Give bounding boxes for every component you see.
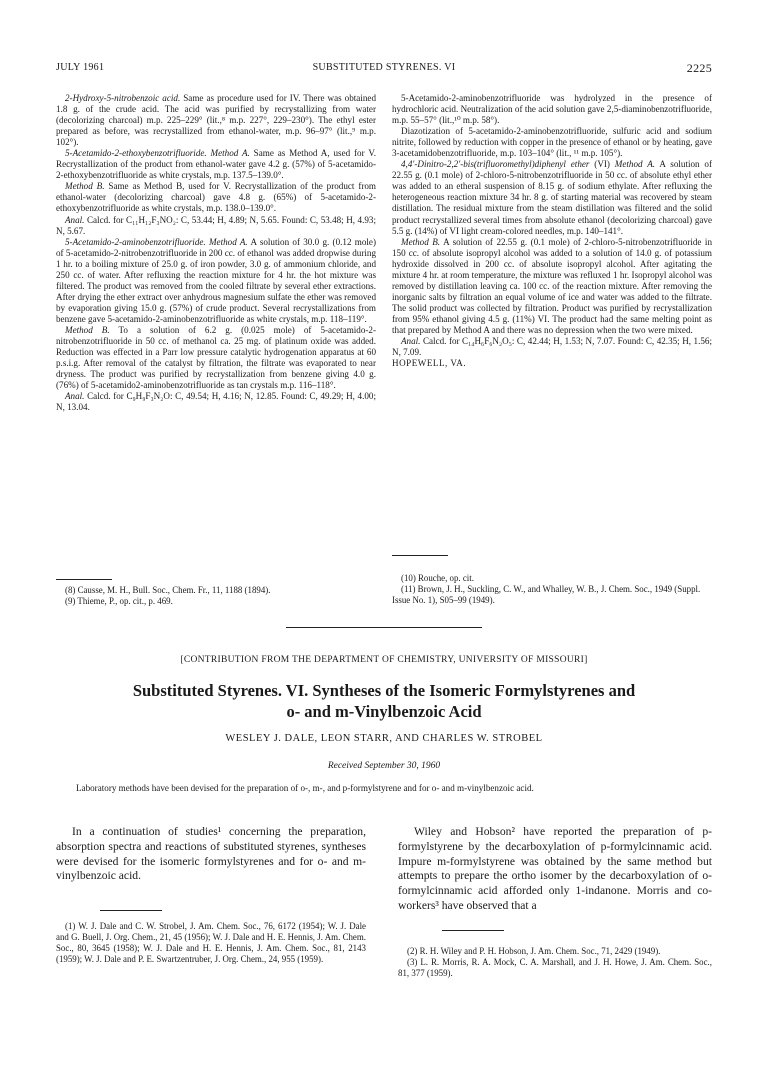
- body-left-column: [56, 825, 366, 884]
- footnote-1: (1) W. J. Dale and C. W. Strobel, J. Am. Chem. Soc., 76, 6172 (1954); W. J. Dale and G. Buell, J. Org. Chem., 21, 45 (1956); W. J. Dale and H. E. Hennis, J. Am. Chem. Soc., 80, 3645 (1958); W. J. Dale and H. E. Hennis, J. Am. Chem. Soc., 81, 2143 (1959); W. J. Dale and P. E. Swartzentruber, J. Org. Chem., 24, 955 (1959).: [56, 921, 366, 964]
- intro-paragraph: In a continuation of studies¹ concerning the preparation, absorption spectra and reactions of substituted styrenes, syntheses were devised for the isomeric formylstyrenes and for o- and m-vinylbenzoic acid.: [56, 825, 366, 883]
- paragraph-text: A solution of 22.55 g. (0.1 mole) of 2-chloro-5-nitrobenzotrifluoride in 150 cc. of absolute isopropyl alcohol was added to a solution of 14.0 g. of potassium hydroxide dissolved in 200 cc. of absolute isopropyl alcohol. After agitating the mixture 4 hr. at room temperature, the mixture was refluxed 1 hr. Isopropyl alcohol was removed by distillation leaving ca. 100 cc. of the reaction mixture. After removing the inorganic salts by filtration an equal volume of ice and water was added to the filtrate. The solid product was collected by filtration. Product was purified by recrystallization from 95% ethanol giving 4.5 g. (11%) VI. The product had the same melting point as that prepared by Method A and there was no depression when the two were mixed.: [392, 236, 712, 335]
- method-label: Method B.: [401, 236, 441, 247]
- paragraph-text: Same as Method B, used for V. Recrystallization of the product from ethanol-water (decolorizing charcoal) gave 4.8 g. (65%) of 5-acetamido-2-ethoxybenzotrifluoride as white crystals, m.p. 138.0–139.0°.: [56, 181, 377, 214]
- reference-9: (9) Thieme, P., op. cit., p. 469.: [65, 596, 173, 606]
- method-label: Method B.: [65, 181, 105, 192]
- compound-label: 4,4′-Dinitro-2,2′-bis(trifluoromethyl)diphenyl ether: [401, 159, 590, 170]
- body-right-column: [398, 825, 712, 914]
- left-references: [56, 585, 376, 607]
- page-number: 2225: [686, 61, 712, 75]
- footnote-2: (2) R. H. Wiley and P. H. Hobson, J. Am. Chem. Soc., 71, 2429 (1949).: [407, 946, 661, 956]
- title-line-2: o- and m-Vinylbenzoic Acid: [286, 702, 482, 721]
- experimental-right-column: [392, 93, 712, 369]
- paragraph: [56, 181, 376, 214]
- paragraph: 5-Acetamido-2-aminobenzotrifluoride was hydrolyzed in the presence of hydrochloric acid. Neutralization of the acid solution gave 2,5-diaminobenzotrifluoride, m.p. 55–57° (lit.,¹⁰ m.p. 58°).: [392, 93, 712, 126]
- paragraph-text: Calcd. for C₉H₉F₃N₂O: C, 49.54; H, 4.16; N, 12.85. Found: C, 49.29; H, 4.00; N, 13.04.: [56, 391, 376, 413]
- reference-11: (11) Brown, J. H., Suckling, C. W., and Whalley, W. B., J. Chem. Soc., 1949 (Suppl. Issue No. 1), S05–99 (1949).: [392, 584, 701, 605]
- authors: WESLEY J. DALE, LEON STARR, AND CHARLES W. STROBEL: [225, 733, 543, 744]
- paragraph: [56, 93, 376, 148]
- paragraph: [392, 237, 712, 336]
- contribution-line: [CONTRIBUTION FROM THE DEPARTMENT OF CHEMISTRY, UNIVERSITY OF MISSOURI]: [180, 655, 588, 665]
- article-title: [56, 680, 712, 722]
- paragraph-text: Same as procedure used for IV. There was obtained 1.8 g. of the crude acid. The acid was purified by recrystallizing from water (decolorizing charcoal) m.p. 225–229° (lit.,⁸ m.p. 227°, 229–230°). The ethyl ester prepared as before, was recrystallized from ethanol-water, m.p. 96–97° (lit.,⁹ m.p. 102°).: [56, 93, 376, 148]
- paragraph-text: To a solution of 6.2 g. (0.025 mole) of 5-acetamido-2-nitrobenzotrifluoride in 50 cc. of methanol ca. 25 mg. of platinum oxide was added. Reduction was effected in a Parr low pressure catalytic hydrogenation apparatus at 60 p.s.i.g. After removal of the catalyst by filtration, the filtrate was evaporated to near dryness. The product was purified by recrystallization from benzene giving 4.0 g. (76%) of 5-acetamido2-aminobenzotrifluoride as tan crystals m.p. 116–118°.: [56, 324, 376, 391]
- left-footnotes: [56, 921, 366, 965]
- footnote-divider: [100, 910, 162, 911]
- reference-divider: [56, 579, 112, 580]
- paragraph-text: Same as Method A, used for V. Recrystallization of the product from ethanol-water gave 4.2 g. (57%) of 5-acetamido-2-ethoxybenzotrifluoride as white crystals, m.p. 137.5–139.0°.: [56, 148, 376, 181]
- paragraph: [392, 336, 712, 358]
- footnote-3: (3) L. R. Morris, R. A. Mock, C. A. Marshall, and J. H. Howe, J. Am. Chem. Soc., 81, 377 (1959).: [398, 957, 712, 978]
- reference-8: (8) Causse, M. H., Bull. Soc., Chem. Fr., 11, 1188 (1894).: [65, 585, 271, 595]
- location-line: HOPEWELL, VA.: [392, 358, 467, 369]
- paragraph: [56, 215, 376, 237]
- header-title: SUBSTITUTED STYRENES. VI: [312, 62, 456, 73]
- experimental-left-column: [56, 93, 376, 413]
- paragraph: [56, 391, 376, 413]
- analysis-label: Anal.: [401, 336, 421, 347]
- footnote-divider: [442, 930, 504, 931]
- paragraph-text: Calcd. for C₁₄H₆F₆N₂O₅: C, 42.44; H, 1.53; N, 7.07. Found: C, 42.35; H, 1.56; N, 7.09.: [392, 336, 712, 358]
- paragraph-text: Calcd. for C₁₁H₁₂F₃NO₂: C, 53.44; H, 4.89; N, 5.65. Found: C, 53.48; H, 4.93; N, 5.67.: [56, 214, 376, 236]
- abstract: Laboratory methods have been devised for the preparation of o-, m-, and p-formylstyrene and for o- and m-vinylbenzoic acid.: [76, 783, 534, 793]
- right-footnotes: [398, 946, 712, 979]
- method-label: Method B.: [65, 324, 110, 335]
- paragraph: [56, 148, 376, 181]
- paragraph: [56, 237, 376, 325]
- paragraph-text: A solution of 30.0 g. (0.12 mole) of 5-acetamido-2-nitrobenzotrifluoride in 200 cc. of ethanol was added dropwise during 1 hr. to a boiling mixture of 25.0 g. of iron powder, 3.0 g. of ammonium chloride, and 250 cc. of water. After refluxing the reaction mixture for 4 hr. the hot mixture was filtered. The product was removed from the cooled filtrate by several ether extractions. After drying the ether extract over anhydrous magnesium sulfate the ether was removed by evaporation giving 15.0 g. (57%) of crude product. Several recrystallizations from benzene gave 5-acetamido-2-aminobenzotrifluoride as white crystals, m.p. 118–119°.: [56, 236, 376, 324]
- method-label: Method A.: [614, 159, 656, 170]
- compound-number: (VI): [589, 159, 610, 170]
- running-header: [56, 62, 712, 76]
- compound-label: 5-Acetamido-2-aminobenzotrifluoride. Method A.: [65, 236, 248, 247]
- section-divider: [286, 627, 482, 628]
- paragraph: Diazotization of 5-acetamido-2-aminobenzotrifluoride, sulfuric acid and sodium nitrite, followed by reduction with copper in the presence of ethanol or by heating, gave 3-acetamidobenzotrifluoride, m.p. 103–104° (lit., ¹¹ m.p. 105°).: [392, 126, 712, 159]
- analysis-label: Anal.: [65, 214, 85, 225]
- paragraph-text: A solution of 22.55 g. (0.1 mole) of 2-chloro-5-nitrobenzotrifluoride in 50 cc. of absolute ethyl ether was added to an etheral suspension of 8.15 g. of sodium ethylate. After refluxing the heterogeneous reaction mixture 34 hr. 8 g. of starting material was recovered by steam distillation. The residual mixture from the steam distillation was filtered and the solid product recrystallized several times from absolute ethanol (decolorizing charcoal) gave 5.5 g. (14%) of VI light cream-colored needles, m.p. 140–141°.: [392, 159, 712, 236]
- paragraph: [56, 325, 376, 391]
- compound-label: 5-Acetamido-2-ethoxybenzotrifluoride. Method A.: [65, 148, 250, 159]
- title-line-1: Substituted Styrenes. VI. Syntheses of the Isomeric Formylstyrenes and: [132, 681, 636, 700]
- intro-paragraph: Wiley and Hobson² have reported the preparation of p-formylstyrene by the decarboxylation of p-formylcinnamic acid. Impure m-formylstyrene was obtained by the same method but attempts to prepare the ortho isomer by the decarboxylation of o-formylcinnamic acid afforded only 1-indanone. Morris and co-workers³ have observed that a: [398, 825, 712, 912]
- reference-divider: [392, 555, 448, 556]
- right-references: [392, 573, 712, 606]
- received-date: Received September 30, 1960: [327, 761, 441, 771]
- paragraph: [392, 159, 712, 236]
- header-date: JULY 1961: [56, 62, 105, 73]
- compound-label: 2-Hydroxy-5-nitrobenzoic acid.: [65, 93, 181, 103]
- reference-10: (10) Rouche, op. cit.: [401, 573, 474, 583]
- analysis-label: Anal.: [65, 391, 85, 402]
